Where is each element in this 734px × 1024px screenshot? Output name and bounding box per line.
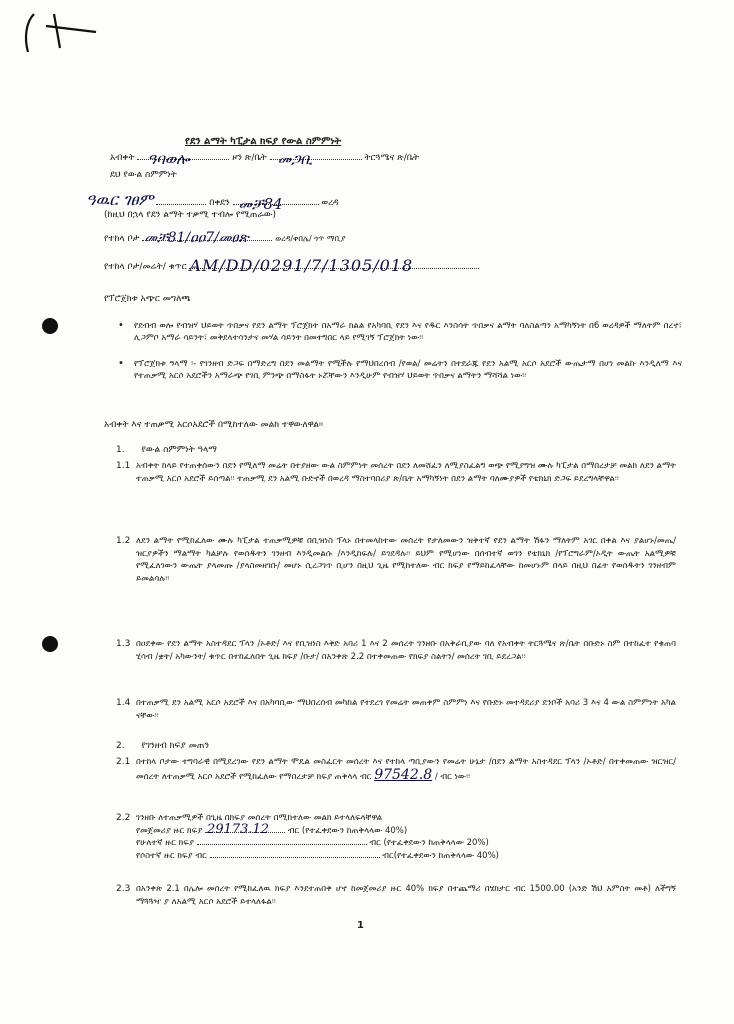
para-body [136,812,676,862]
section-2-heading [116,740,209,753]
label-site: የተከላ ቦታ [104,234,140,244]
bullet-2 [112,358,682,382]
handwritten-total-amount: 97542.8 [374,766,433,783]
para-number: 1.2 [116,536,131,546]
label-office: ትርጓሜና ጽ/ቤት [364,153,420,163]
bullet-text: የፕሮጀክቱ ዓላማ ፡- የገንዘብ ድጋፍ በማድረግ በደን መልማት የሚችሉ የማህበረሰብ /የወል/ መሬትን በተደራጁ የደን አልሚ አርሶ አደሮች ውጤታማ በሆነ መልኩ እንዲለማ እና የተጠቃሚ አርሶ አደሮችን አማራጭ የገቢ ምንጭ በማስፋት ኑሯቸውን እንዲሁም የብዝሃ ህይወት ጥበቃና ልማትን ማሻሻል ነው፡፡ [134,359,682,381]
project-heading: የፕሮጀክቱ አጭር መግለጫ [104,294,191,304]
handwritten-site: መቻ81/ዐዐ7/መፀጽ [144,230,249,246]
handwritten-group-name: ዓዉር ገፀም [86,190,154,209]
para-number: 2.3 [116,884,131,894]
header-line-1 [110,150,420,168]
intro-line: አብቀት እና ተጠቃሚ አርሶአደሮች በሚከተለው መልክ ተዋውለዋል፡፡ [104,420,324,430]
payment-label: የሁለተኛ ዙር ክፍያ [136,838,194,848]
punch-hole-top [42,318,58,334]
handwritten-woreda: መቻ84 [238,195,283,213]
bullet-dot: • [118,320,124,331]
bullet-1 [112,320,682,344]
section-1-number: 1. [116,445,125,455]
section-2-number: 2. [116,741,125,751]
para-text: በተጠቃሚ ደን አልሚ አርሶ አደሮች እና በአካባቢው ማህበረሰብ መካከል የተደረገ የመሬት መጠቀም ስምምነ እና የቡድኑ መተዳደሪያ ደንቦች አባሪ 3 እና 4 ውል ስምምነት አካል ናቸው፡፡ [136,698,676,721]
para-number: 1.1 [116,461,131,471]
label-region: አብቀት [110,153,135,163]
page-number: 1 [357,920,364,931]
bullet-text: የደብብ ወሎ የብዝሃ ህይወት ጥበቃና የደን ልማት ፕሮጀክት በአማራ ክልል የአካባቢ የደን እና የዱር እንስሳት ጥበቃና ልማት ባለስልጣን አማካኝነት በ6 ወረዳዎች ማለትም በረኖ፣ ሊጋምቦ አማራ ሳይንት፣ መቅደላተሳንታና መሃል ሳይንት በመተግበር ላይ የሚገኝ ፕሮጀክት ነው፡፡ [134,321,682,343]
para-number: 2.1 [116,757,131,767]
para-2-3 [116,883,676,908]
label-site-tail: ወረዳ/ቀበሌ/ ጎጥ ማቢያ [275,234,346,243]
para-1-4 [116,697,676,722]
section-1-title: የውል ስምምነት ዓላማ [141,445,217,455]
para-1-2 [116,535,676,585]
payment-row-1 [136,821,676,838]
para-number: 1.4 [116,698,131,708]
handwritten-site-number: AM/DD/0291/7/1305/018 [189,256,414,275]
label-woreda: ወረዳ [321,198,339,208]
para-2-1 [116,756,676,783]
handwritten-first-payment: 29173.12 [207,821,270,837]
payment-suffix: ብር(የተፈቀደውን ከጠቅላላው 40%) [382,850,499,861]
section-2-title: የገንዘብ ክፍያ መጠን [141,741,210,751]
document-title: የደን ልማት ካፒታል ክፍያ የውል ስምምነት [185,136,342,147]
payment-suffix: ብር (የተፈቀደውን ከጠቅላላው 20%) [369,838,489,848]
label-zone: ዞን ጽ/ቤት [232,153,267,163]
para-text: አብቀት ከላይ የተጠቀሰውን በደን የሚለማ መሬት በተያዘው ውል ስምምነት መሰረት በደን ለመሸፈን ለሚያስፈልግ ወጭ የሚያግዝ ሙሉ ካፒታል በማበረታቻ መልክ ለደን ልማት ተጠቃሚ አርሶ አደሮች ይሰጣል፡፡ ተጠቃሚ ደን አልሚ ቡድኖች በወረዳ ማስተባበሪያ ጽ/ቤት አማካኝነት በደን ልማት ባለሙያዎች የቴክኒክ ድጋፍ ይደረግላቸዋል፡፡ [136,461,676,484]
section-1-heading [116,444,217,457]
payment-row-2 [136,837,676,850]
para-text: ለደን ልማት የሚከፈለው ሙሉ ካፒታል ተጠቃሚዎቹ በቢዝነስ ፕላኑ በተመላከተው መሰረት የታለመውን ዝቅተኛ የደን ልማት ሽፋን ማለትም አገር በቀል እና ያልሆኑ/መጤ/ ዝርያዎችን ማልማት ካልቻሉ የወሰዱትን ገንዘብ እንዲመልሱ /እንዲከፍሉ/ ይገደዳሉ፡፡ ይህም የሚሆነው በሰብተኛ ወገን የቴክኒክ /የፕሮግራም/ኦዲት ውጤት አልሚዎቹ የሚፈለገውን ውጤት ያላመጡ /ያላስመዘገቡ/ መሆኑ ሲረጋገጥ ቢሆን በዚህ ጊዜ የሚከተለው ብር ክፍያ የማይከፈላቸው ከመሆኑም በላይ በዚህ በፊት የወሰዱትን ገንዘብም ይመልሳሉ፡፡ [136,536,676,584]
para-body [136,756,676,783]
para-1-3 [116,638,676,663]
payment-row-3 [136,850,676,863]
para-text: ገንዘቡ ለተጠቃሚዎች በጊዜ በክፍያ መሰረት በሚከተለው መልክ ይተላለፍላቸዋል [136,813,383,823]
para-text: በዐደቀው የደን ልማት አስተዳደር ፕላን /ኦቶድ/ እና የቢዝነስ እቅድ አባሪ 1 እና 2 መሰረት ገንዘቡ በአቅራቢያው ባለ የአብቀት ትርጓሜና ጽ/ቤት በቡድኑ ስም በተከፈተ የቁጠባ ሂሳብ /ቋት/ አካውንት/ ቁጥር በተከፈለበት ጊዜ ክፍያ /ቡታ/ በአንቀጽ 2.2 በተቀመጠው የክፍያ ስልትን/ መሰረት ገቢ ይደረጋል፡፡ [136,639,676,662]
header-line-6 [104,256,479,275]
payment-label: የሶስተኛ ዙር ክፍያ ብር [136,850,207,861]
payment-suffix: ብር (የተፈቀደውን ከጠቅላላው 40%) [287,825,408,836]
header-line-2 [110,170,177,180]
label-agreement: ደህ የውል ስምምነት [110,170,177,180]
note-beneficiary: (ከዚህ በኋላ የደን ልማት ተቃሚ ተብሎ የሚጠራው) [104,210,277,220]
para-2-2 [116,812,676,862]
header-line-3 [86,190,339,213]
para-number: 2.2 [116,813,131,823]
bullet-dot: • [118,358,124,369]
para-number: 1.3 [116,639,131,649]
para-tail: / ብር ነው፡፡ [434,771,471,782]
punch-hole-bottom [42,636,58,652]
label-site-number: የተከላ ቦታ/መሬት/ ቁጥር [104,262,187,272]
handwritten-corner-mark [20,8,100,58]
para-1-1 [116,460,676,485]
payment-label: የመጀመሪያ ዙር ክፍያ [136,825,203,836]
para-text: በአንቀጽ 2.1 በሌሎ መሰረት የሚከፈለዉ ክፍያ እንደተጠበቀ ሆኖ ከመጀመሪያ ዙር 40% ክፍያ በተጨማሪ በሄክታር ብር 1500.00 (አንድ ሽህ አምስት መቶ) ለችግኝ ማጓጓዣ ያ ለአልሚ አርሶ አደሮች ይተላለፋል፡፡ [136,884,676,907]
label-group: በቀደን [209,198,230,208]
para-text: በተከላ ቦታው ተግባራዊ በሚደረገው የደን ልማት ሞዴል መስፈርት መሰረት እና የተከላ ጣቢያውን የመሬት ሁኔታ /በደን ልማት አስተዳደር ፕላን /ኦቶድ/ በተቀመጠው ዝርዝር/ መሰረት ለተጠቃሚ አርሶ አደሮች የሚከፈለው የማበረታቻ ክፍያ ጠቅላላ ብር [136,757,676,782]
header-line-4 [104,210,276,220]
handwritten-region: ዓባወሎ [147,150,190,168]
handwritten-zone: መጋቢ [277,150,313,168]
header-line-5 [104,230,346,246]
